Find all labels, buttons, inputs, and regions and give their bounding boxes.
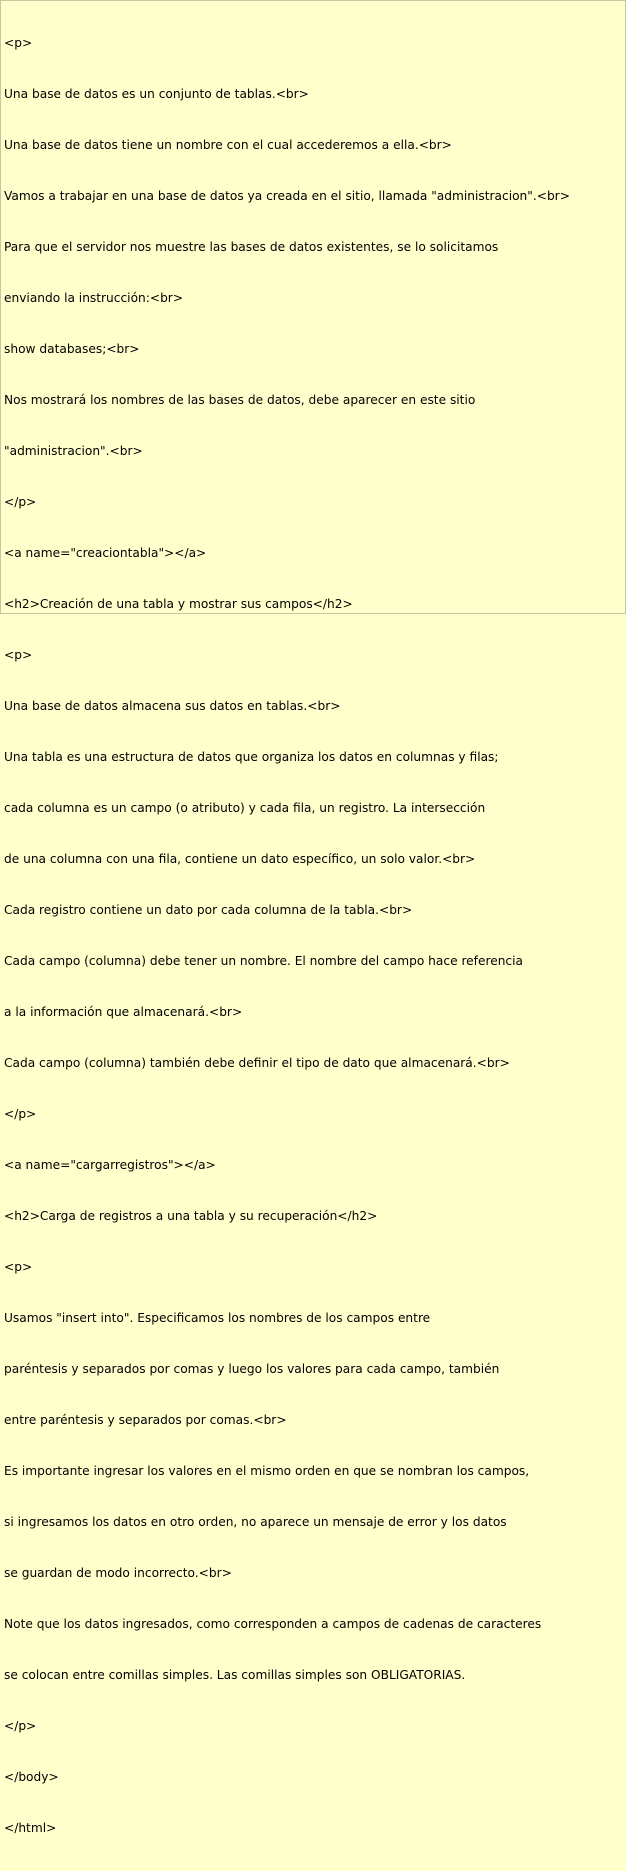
source-line: cada columna es un campo (o atributo) y cada fila, un registro. La intersección [4,801,486,815]
source-line: a la información que almacenará.<br> [4,1005,243,1019]
source-line: Nos mostrará los nombres de las bases de datos, debe aparecer en este sitio [4,393,476,407]
source-line: entre paréntesis y separados por comas.<br> [4,1413,287,1427]
source-line: </p> [4,495,37,509]
source-line: </p> [4,1107,37,1121]
source-line: Una base de datos almacena sus datos en tablas.<br> [4,699,341,713]
source-line: <h2>Creación de una tabla y mostrar sus campos</h2> [4,597,353,611]
source-line: de una columna con una fila, contiene un dato específico, un solo valor.<br> [4,852,476,866]
source-line: "administracion".<br> [4,444,143,458]
source-line: Es importante ingresar los valores en el mismo orden en que se nombran los campos, [4,1464,530,1478]
source-line: <p> [4,36,33,50]
source-line: Vamos a trabajar en una base de datos ya creada en el sitio, llamada "administracion".<br> [4,189,570,203]
source-line: <a name="cargarregistros"></a> [4,1158,216,1172]
source-line: show databases;<br> [4,342,140,356]
source-line: Una tabla es una estructura de datos que organiza los datos en columnas y filas; [4,750,499,764]
source-line: Note que los datos ingresados, como corresponden a campos de cadenas de caracteres [4,1617,542,1631]
source-line: Usamos "insert into". Especificamos los nombres de los campos entre [4,1311,431,1325]
source-line: <h2>Carga de registros a una tabla y su recuperación</h2> [4,1209,378,1223]
html-source-text [1,1,625,1871]
source-line: se colocan entre comillas simples. Las comillas simples son OBLIGATORIAS. [4,1668,466,1682]
source-line: Cada registro contiene un dato por cada columna de la tabla.<br> [4,903,413,917]
source-line: </html> [4,1821,57,1835]
source-line: Una base de datos tiene un nombre con el cual accederemos a ella.<br> [4,138,452,152]
source-line: enviando la instrucción:<br> [4,291,184,305]
source-line: Cada campo (columna) debe tener un nombre. El nombre del campo hace referencia [4,954,523,968]
source-line: </p> [4,1719,37,1733]
source-line: Cada campo (columna) también debe definir el tipo de dato que almacenará.<br> [4,1056,510,1070]
source-line: <p> [4,648,33,662]
source-line: Para que el servidor nos muestre las bases de datos existentes, se lo solicitamos [4,240,499,254]
source-line: <a name="creaciontabla"></a> [4,546,207,560]
source-line: Una base de datos es un conjunto de tablas.<br> [4,87,309,101]
source-line: paréntesis y separados por comas y luego los valores para cada campo, también [4,1362,500,1376]
source-line: <p> [4,1260,33,1274]
source-line: si ingresamos los datos en otro orden, no aparece un mensaje de error y los datos [4,1515,507,1529]
source-line: se guardan de modo incorrecto.<br> [4,1566,232,1580]
source-line: </body> [4,1770,59,1784]
